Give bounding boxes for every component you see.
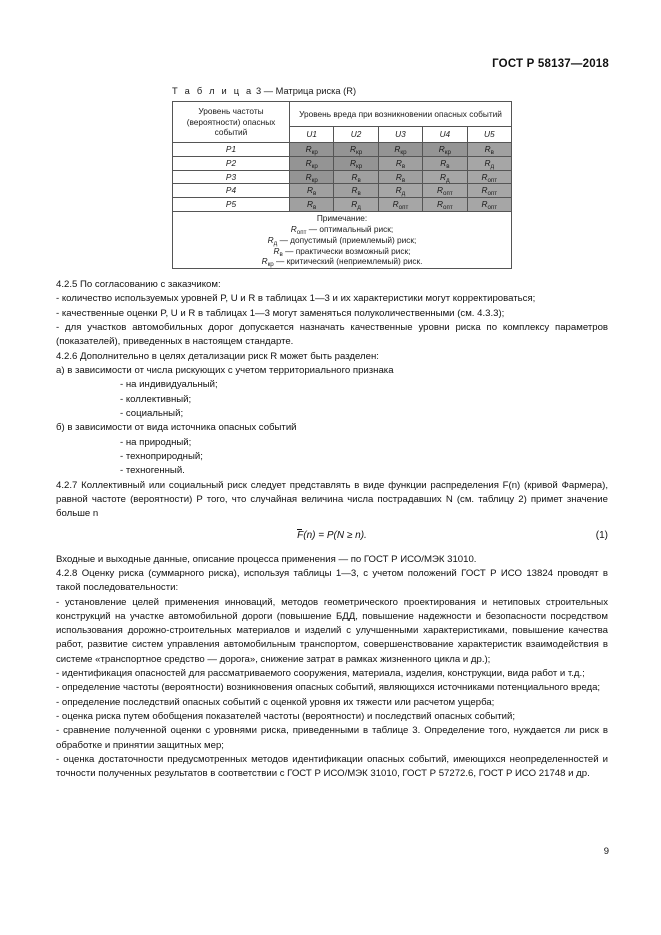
matrix-cell-p5-u2 [334,198,378,212]
matrix-cell-p4-u3 [378,184,422,198]
column-header-u3: U3 [378,127,422,143]
clause-4-2-6-heading: 4.2.6 Дополнительно в целях детализации риск R может быть разделен: [56,350,379,362]
matrix-cell-p3-u4 [423,170,467,184]
clause-4-2-5-item-3: - для участков автомобильных дорог допускается назначать качественные уровни риска по комплексу параметров (показателей), приведенных в настоящем стандарте. [56,321,608,348]
table-note-line-2: $R_в$ — практически возможный риск; [273,245,411,258]
row-label-p4: P4 [173,184,290,198]
body-text [56,278,608,782]
row-label-p3: P3 [173,170,290,184]
clause-4-2-6-item-b: б) в зависимости от вида источника опасных событий [56,422,297,434]
matrix-cell-p5-u1 [290,198,334,212]
clause-4-2-7: 4.2.7 Коллективный или социальный риск следует представлять в виде функции распределения F(n) (кривой Фармера), равной частоте (вероятности) P того, что случайная величина числа пострадавших N (см. таблицу 2) примет значение больше n [56,479,608,520]
formula-body: (n) = P(N ≥ n). [303,529,367,541]
risk-symbol: $R_{опт}$ [481,199,498,211]
row-label-p2: P2 [173,156,290,170]
clause-4-2-8-item-3: - определение частоты (вероятности) возникновения опасных событий, являющихся источниками потенциального вреда; [56,682,601,694]
clause-4-2-8-item-7: - оценка достаточности предусмотренных методов идентификации опасных событий, имеющихся неопределенностей и точности полученных результатов в соответствии с ГОСТ Р ИСО/МЭК 31010, ГОСТ Р 57272.6, ГОСТ Р ИСО 21748 и др. [56,754,608,780]
table-caption-label: Т а б л и ц а [172,86,254,96]
clause-4-2-8-item-5: - оценка риска путем обобщения показателей частоты (вероятности) и последствий опасных событий; [56,711,516,723]
risk-symbol: $R_д$ [484,157,495,170]
risk-symbol: $R_{опт}$ [290,224,307,237]
risk-symbol: $R_{опт}$ [481,185,498,198]
risk-symbol: $R_в$ [351,171,361,184]
clause-4-2-8-item-4: - определение последствий опасных событий с оценкой уровня их тяжести или расчетом ущерба; [56,696,495,708]
page-number: 9 [603,846,609,857]
risk-symbol: $R_в$ [395,157,406,170]
risk-symbol: $R_{опт}$ [437,185,453,198]
clause-4-2-8-item-1: - установление целей применения инноваций, методов геометрического проектирования и нетиповых строительных конструкций на участке автомобильной дороги (повышение БДД, повышение надежности и безопасности посредством использования дорожно-строительных материалов и изделий с улучшенными характеристиками, повышение качества работ, развитие систем управления автомобильным транспортом, совершенствование характеристик взаимодействия в системе «транспортное средство — дорога», снижение затрат в рамках жизненного цикла и др.); [56,596,608,665]
formula-f-overline: F [297,529,304,541]
clause-4-2-6-b-2: - техноприродный; [120,450,203,462]
clause-4-2-6-a-3: - социальный; [120,407,184,419]
header-harm-level: Уровень вреда при возникновении опасных событий [290,102,512,127]
column-header-u4: U4 [423,127,467,143]
row-label-p1: P1 [173,143,290,157]
formula-1 [56,529,608,544]
risk-symbol: $R_{кр}$ [350,144,363,156]
risk-symbol: $R_д$ [440,171,450,184]
risk-symbol: $R_{опт}$ [392,199,409,211]
matrix-cell-p2-u3 [378,156,422,170]
risk-symbol: $R_д$ [351,199,361,211]
matrix-cell-p4-u2 [334,184,378,198]
table-note-line-1: $R_д$ — допустимый (приемлемый) риск; [267,234,417,247]
clause-4-2-6-b-3: - техногенный. [120,465,185,477]
table-caption-text: 3 — Матрица риска (R) [255,86,357,96]
column-header-u1: U1 [290,127,334,143]
column-header-u5: U5 [467,127,511,143]
table-row [173,143,512,157]
clause-4-2-6-b-1: - на природный; [120,436,192,448]
risk-matrix-table-block [172,86,512,269]
table-header-row-1 [173,102,512,127]
table-row [173,198,512,212]
matrix-cell-p1-u4 [423,143,467,157]
matrix-cell-p3-u5 [467,170,511,184]
risk-symbol: $R_в$ [440,157,450,170]
risk-symbol: $R_{опт}$ [481,171,498,184]
risk-matrix-body [173,102,512,269]
table-note-line-0: $R_{опт}$ — оптимальный риск; [290,224,394,237]
risk-symbol: $R_{кр}$ [305,157,318,170]
risk-symbol: $R_{кр}$ [261,256,274,269]
clause-4-2-8-item-2: - идентификация опасностей для рассматриваемого сооружения, материала, изделия, конструкции, вида работ и т.д.; [56,668,585,680]
matrix-cell-p1-u5 [467,143,511,157]
clause-4-2-5-item-1: - количество используемых уровней P, U и R в таблицах 1—3 и их характеристики могут корректироваться; [56,293,536,305]
matrix-cell-p2-u2 [334,156,378,170]
table-note-title: Примечание: [316,212,368,223]
matrix-cell-p2-u4 [423,156,467,170]
column-header-u2: U2 [334,127,378,143]
page-header-standard: ГОСТ Р 58137—2018 [492,58,609,70]
matrix-cell-p4-u4 [423,184,467,198]
matrix-cell-p4-u5 [467,184,511,198]
risk-symbol: $R_в$ [351,185,361,198]
matrix-cell-p3-u2 [334,170,378,184]
matrix-cell-p5-u5 [467,198,511,212]
matrix-cell-p3-u3 [378,170,422,184]
clause-4-2-5-item-2: - качественные оценки P, U и R в таблицах 1—3 могут заменяться полуколичественными (см. 4.3.3); [56,307,505,319]
risk-symbol: $R_в$ [484,144,494,156]
clause-4-2-6-item-a: а) в зависимости от числа рискующих с учетом территориального признака [56,364,394,376]
matrix-cell-p1-u3 [378,143,422,157]
matrix-cell-p4-u1 [290,184,334,198]
clause-4-2-5-heading: 4.2.5 По согласованию с заказчиком: [56,279,221,290]
clause-4-2-6-a-1: - на индивидуальный; [120,379,218,391]
table-row [173,170,512,184]
header-frequency-level: Уровень частоты (вероятности) опасных событий [173,102,290,143]
note-after-formula: Входные и выходные данные, описание процесса применения — по ГОСТ Р ИСО/МЭК 31010. [56,553,477,565]
risk-symbol: $R_в$ [307,199,317,211]
risk-symbol: $R_в$ [273,245,283,258]
table-caption [172,86,512,96]
matrix-cell-p1-u1 [290,143,334,157]
matrix-cell-p2-u5 [467,156,511,170]
table-note-row [173,211,512,268]
formula-number: (1) [595,529,608,541]
risk-symbol: $R_{кр}$ [305,171,318,184]
formula-expression [297,530,367,541]
risk-symbol: $R_{кр}$ [394,144,407,156]
matrix-cell-p5-u4 [423,198,467,212]
table-note-line-3: $R_{кр}$ — критический (неприемлемый) риск. [261,256,423,269]
row-label-p5: P5 [173,198,290,212]
risk-symbol: $R_{кр}$ [350,157,363,170]
table-row [173,156,512,170]
risk-symbol: $R_в$ [395,171,406,184]
risk-symbol: $R_{кр}$ [305,144,318,156]
table-row [173,184,512,198]
risk-matrix-table [172,101,512,269]
clause-4-2-8-item-6: - сравнение полученной оценки с уровнями риска, приведенными в таблице 3. Определение того, нуждается ли риск в обработке и принятии защитных мер; [56,725,608,751]
risk-symbol: $R_д$ [395,185,406,198]
matrix-cell-p5-u3 [378,198,422,212]
risk-symbol: $R_в$ [307,185,317,198]
risk-symbol: $R_д$ [267,234,278,247]
matrix-cell-p1-u2 [334,143,378,157]
clause-4-2-8-heading: 4.2.8 Оценку риска (суммарного риска), используя таблицы 1—3, с учетом положений ГОСТ Р ИСО 13824 проводят в такой последовательности: [56,567,608,594]
table-note [173,211,512,268]
clause-4-2-6-a-2: - коллективный; [120,393,192,405]
matrix-cell-p2-u1 [290,156,334,170]
risk-symbol: $R_{опт}$ [437,199,453,211]
matrix-cell-p3-u1 [290,170,334,184]
risk-symbol: $R_{кр}$ [438,144,451,156]
